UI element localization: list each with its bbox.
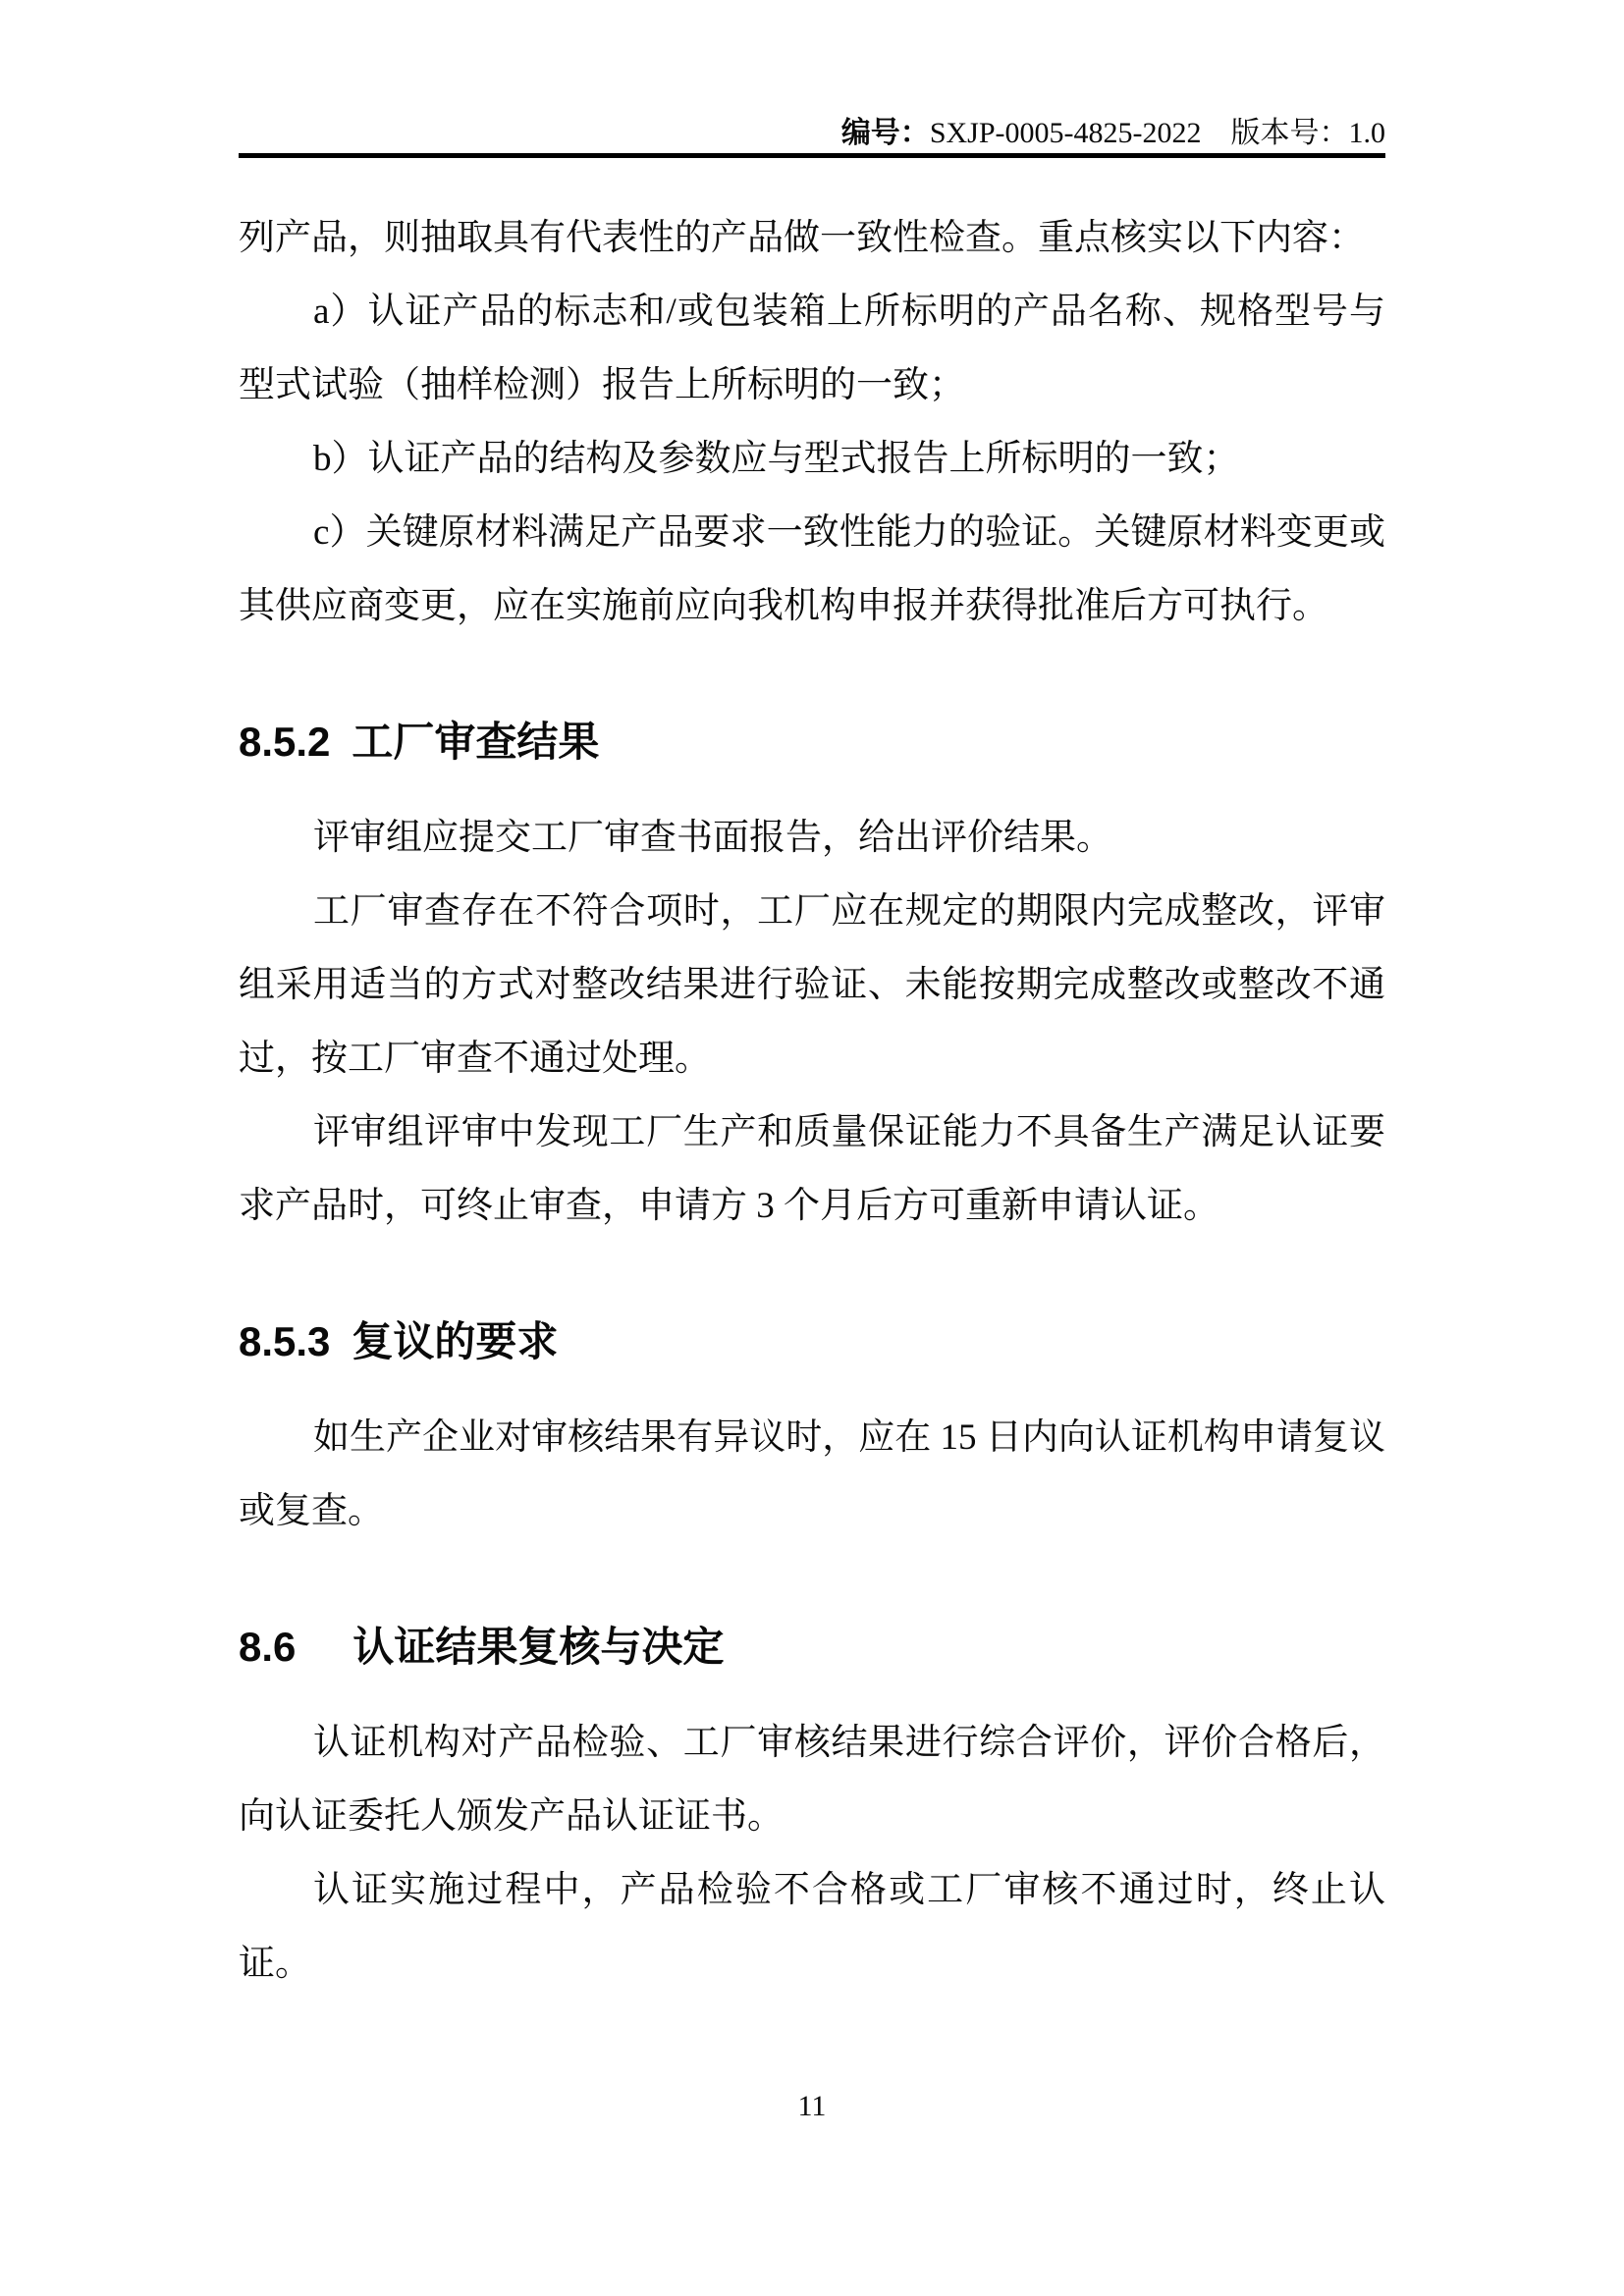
section-title: 复议的要求 [352, 1318, 559, 1364]
section-heading [239, 704, 1385, 779]
paragraph: 认证实施过程中，产品检验不合格或工厂审核不通过时，终止认证。 [239, 1870, 1385, 1984]
paragraph: 工厂审查存在不符合项时，工厂应在规定的期限内完成整改，评审组采用适当的方式对整改结果进行验证、未能按期完成整改或整改不通过，按工厂审查不通过处理。 [239, 891, 1385, 1079]
section-title: 工厂审查结果 [352, 719, 600, 765]
paragraph: b）认证产品的结构及参数应与型式报告上所标明的一致； [313, 439, 1240, 479]
paragraph: 列产品，则抽取具有代表性的产品做一致性检查。重点核实以下内容： [239, 218, 1365, 258]
page-header [239, 117, 1385, 150]
section-heading [239, 1609, 1385, 1684]
paragraph: a）认证产品的标志和/或包装箱上所标明的产品名称、规格型号与型式试验（抽样检测）报告上所标明的一致； [239, 292, 1385, 405]
paragraph: c）关键原材料满足产品要求一致性能力的验证。关键原材料变更或其供应商变更，应在实施前应向我机构申报并获得批准后方可执行。 [239, 512, 1385, 626]
section-title: 认证结果复核与决定 [352, 1624, 725, 1670]
document-body [239, 201, 1385, 2001]
paragraph: 认证机构对产品检验、工厂审核结果进行综合评价，评价合格后，向认证委托人颁发产品认证证书。 [239, 1723, 1385, 1837]
version-label: 版本号： [1230, 117, 1349, 149]
doc-number-label: 编号： [840, 117, 930, 149]
section-number: 8.6 [239, 1624, 297, 1670]
paragraph: 评审组评审中发现工厂生产和质量保证能力不具备生产满足认证要求产品时，可终止审查，申请方 3 个月后方可重新申请认证。 [239, 1112, 1385, 1226]
section-heading [239, 1304, 1385, 1379]
paragraph: 如生产企业对审核结果有异议时，应在 15 日内向认证机构申请复议或复查。 [239, 1417, 1385, 1531]
page-number: 11 [797, 2090, 827, 2122]
section-number: 8.5.3 [239, 1318, 331, 1364]
header-rule [239, 153, 1385, 158]
version-value: 1.0 [1348, 117, 1385, 149]
paragraph: 评审组应提交工厂审查书面报告，给出评价结果。 [313, 818, 1112, 858]
doc-number-value: SXJP-0005-4825-2022 [929, 117, 1202, 149]
section-number: 8.5.2 [239, 719, 331, 765]
